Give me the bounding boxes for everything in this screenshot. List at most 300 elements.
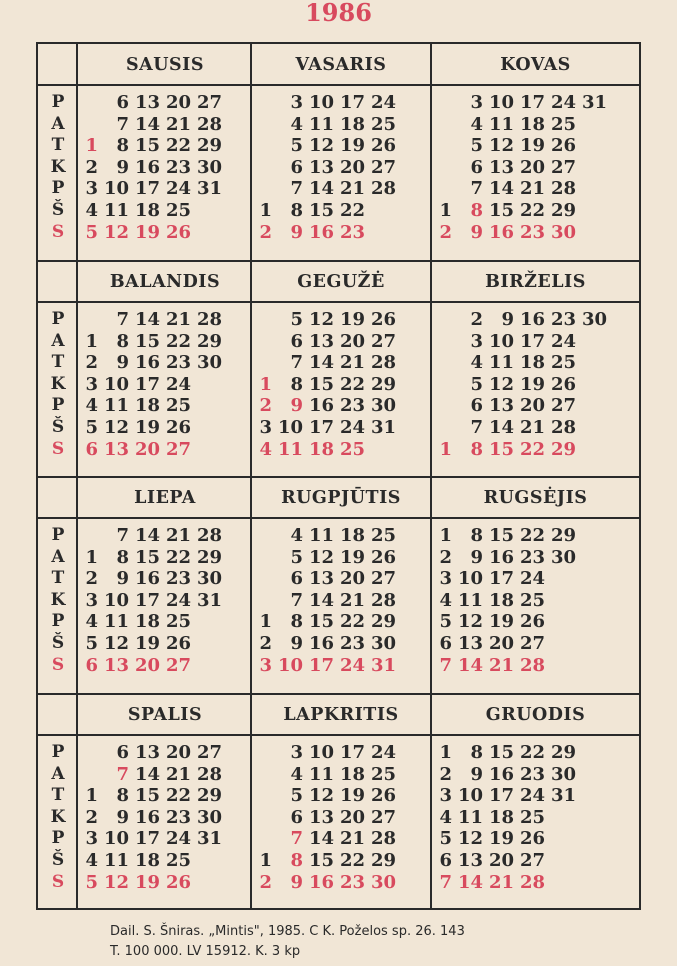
weekday-letter: Š — [51, 416, 65, 437]
day-number: 7 — [439, 871, 452, 893]
day-number: 7 — [470, 178, 483, 200]
day-number: 30 — [550, 221, 576, 243]
day-number: 27 — [370, 806, 396, 828]
day-number: 28 — [370, 178, 396, 200]
day-number: 8 — [470, 199, 483, 221]
day-number: 9 — [116, 806, 129, 828]
day-number: 23 — [519, 546, 545, 568]
day-number: 23 — [550, 309, 576, 330]
day-number: 29 — [550, 438, 576, 460]
header-divider — [38, 301, 639, 303]
day-number: 5 — [85, 221, 98, 243]
month-name: SAUSIS — [126, 55, 204, 75]
day-number: 25 — [165, 395, 191, 417]
day-number: 26 — [550, 135, 576, 157]
day-number: 20 — [488, 849, 514, 871]
day-number: 4 — [290, 113, 303, 135]
day-number: 12 — [457, 611, 483, 633]
weekday-letter: K — [50, 156, 66, 177]
day-number: 2 — [259, 395, 272, 417]
imprint-line-2: T. 100 000. LV 15912. K. 3 kp — [110, 944, 301, 959]
day-number: 1 — [259, 849, 272, 871]
header-divider — [38, 84, 639, 86]
day-number: 27 — [519, 632, 545, 654]
day-number: 16 — [488, 763, 514, 785]
day-number: 8 — [290, 199, 303, 221]
day-number: 29 — [550, 525, 576, 546]
day-number: 12 — [308, 785, 334, 807]
column-divider — [430, 261, 432, 477]
day-number: 2 — [85, 352, 98, 374]
column-divider — [430, 477, 432, 694]
day-number: 9 — [470, 763, 483, 785]
day-number: 5 — [439, 611, 452, 633]
day-number: 21 — [339, 352, 365, 374]
weekday-letter: P — [51, 395, 65, 416]
day-number: 20 — [339, 156, 365, 178]
day-number: 25 — [550, 352, 576, 374]
imprint-footer — [110, 922, 630, 962]
day-number: 6 — [470, 395, 483, 417]
day-number: 8 — [116, 785, 129, 807]
day-number: 28 — [370, 589, 396, 611]
day-number: 27 — [196, 742, 222, 763]
day-number: 8 — [116, 135, 129, 157]
day-number: 10 — [277, 654, 303, 676]
day-number: 10 — [103, 828, 129, 850]
day-number: 9 — [470, 546, 483, 568]
day-number: 27 — [550, 156, 576, 178]
weekday-letter: T — [51, 785, 65, 806]
day-number: 2 — [439, 763, 452, 785]
day-number: 9 — [116, 352, 129, 374]
day-number: 18 — [339, 763, 365, 785]
day-number: 17 — [134, 828, 160, 850]
day-number: 2 — [259, 221, 272, 243]
day-number: 2 — [439, 221, 452, 243]
day-number: 6 — [439, 632, 452, 654]
day-number: 24 — [165, 828, 191, 850]
day-number: 23 — [165, 568, 191, 590]
column-divider — [76, 261, 78, 477]
day-number: 27 — [370, 568, 396, 590]
day-number: 14 — [308, 828, 334, 850]
day-number: 15 — [488, 438, 514, 460]
day-number: 6 — [116, 742, 129, 763]
day-number: 22 — [519, 199, 545, 221]
weekday-letter: P — [51, 92, 65, 112]
day-number: 16 — [134, 568, 160, 590]
day-number: 21 — [519, 178, 545, 200]
day-number: 7 — [116, 113, 129, 135]
day-number: 8 — [290, 611, 303, 633]
day-number: 6 — [290, 156, 303, 178]
day-number: 19 — [134, 221, 160, 243]
day-number: 15 — [488, 525, 514, 546]
imprint-line-1: Dail. S. Šniras. „Mintis", 1985. C K. Poželos sp. 26. 143 — [110, 924, 465, 939]
month-name: LIEPA — [134, 488, 196, 508]
day-number: 11 — [488, 352, 514, 374]
day-number: 11 — [103, 395, 129, 417]
day-number: 26 — [370, 309, 396, 330]
day-number: 20 — [339, 330, 365, 352]
day-number: 16 — [308, 395, 334, 417]
weekday-letter: S — [51, 871, 65, 892]
day-number: 19 — [488, 828, 514, 850]
band-divider — [38, 693, 639, 695]
day-number: 10 — [308, 92, 334, 113]
day-number: 22 — [519, 525, 545, 546]
day-number: 4 — [85, 395, 98, 417]
day-number: 31 — [196, 178, 222, 200]
day-number: 13 — [308, 330, 334, 352]
day-number: 1 — [439, 525, 452, 546]
day-number: 28 — [370, 828, 396, 850]
day-number: 14 — [134, 309, 160, 330]
day-number: 18 — [339, 525, 365, 546]
day-number: 26 — [370, 546, 396, 568]
day-number: 25 — [339, 438, 365, 460]
day-number: 31 — [370, 416, 396, 438]
month-name: BIRŽELIS — [485, 272, 586, 292]
day-number: 18 — [488, 589, 514, 611]
weekday-letter: K — [50, 373, 66, 394]
day-number: 10 — [488, 92, 514, 113]
day-number: 24 — [165, 178, 191, 200]
weekday-letters — [38, 309, 78, 460]
day-number: 9 — [501, 309, 514, 330]
day-number: 29 — [196, 330, 222, 352]
day-number: 12 — [308, 546, 334, 568]
day-number: 1 — [259, 199, 272, 221]
day-number: 7 — [290, 178, 303, 200]
day-number: 5 — [290, 135, 303, 157]
day-number: 14 — [134, 525, 160, 546]
day-number: 17 — [134, 589, 160, 611]
day-number: 11 — [103, 849, 129, 871]
day-number: 14 — [488, 178, 514, 200]
day-number: 28 — [196, 113, 222, 135]
day-number: 29 — [196, 135, 222, 157]
day-number: 25 — [519, 806, 545, 828]
day-number: 7 — [290, 352, 303, 374]
day-number: 23 — [519, 763, 545, 785]
day-number: 2 — [439, 546, 452, 568]
weekday-letter: Š — [51, 849, 65, 870]
day-number: 18 — [339, 113, 365, 135]
day-number: 16 — [308, 871, 334, 893]
day-number: 28 — [519, 654, 545, 676]
day-number: 22 — [339, 373, 365, 395]
day-number: 10 — [308, 742, 334, 763]
day-number: 24 — [370, 742, 396, 763]
day-number: 2 — [85, 806, 98, 828]
day-number: 1 — [85, 330, 98, 352]
weekday-letter: A — [51, 113, 65, 134]
day-number: 21 — [165, 113, 191, 135]
day-number: 11 — [308, 763, 334, 785]
day-number: 17 — [308, 416, 334, 438]
day-number: 14 — [488, 416, 514, 438]
month-name: VASARIS — [295, 55, 387, 75]
day-number: 6 — [85, 438, 98, 460]
day-number: 30 — [196, 568, 222, 590]
day-number: 2 — [85, 156, 98, 178]
day-number: 13 — [488, 156, 514, 178]
day-number: 19 — [134, 871, 160, 893]
weekday-letter: Š — [51, 199, 65, 220]
day-number: 15 — [488, 742, 514, 763]
day-number: 3 — [470, 92, 483, 113]
day-number: 23 — [339, 632, 365, 654]
day-number: 6 — [439, 849, 452, 871]
column-divider — [76, 44, 78, 261]
day-number: 8 — [116, 546, 129, 568]
day-number: 18 — [134, 611, 160, 633]
day-number: 4 — [85, 611, 98, 633]
day-number: 30 — [370, 871, 396, 893]
day-number: 19 — [134, 416, 160, 438]
column-divider — [430, 694, 432, 908]
day-number: 12 — [103, 416, 129, 438]
day-number: 4 — [439, 589, 452, 611]
day-number: 27 — [550, 395, 576, 417]
weekday-letter: P — [51, 611, 65, 632]
day-number: 30 — [196, 806, 222, 828]
day-number: 2 — [85, 568, 98, 590]
day-number: 13 — [103, 438, 129, 460]
day-number: 21 — [339, 828, 365, 850]
column-divider — [250, 261, 252, 477]
day-number: 5 — [290, 309, 303, 330]
day-number: 17 — [134, 178, 160, 200]
weekday-letter: T — [51, 568, 65, 589]
weekday-letter: A — [51, 763, 65, 784]
weekday-letter: Š — [51, 632, 65, 653]
day-number: 25 — [165, 611, 191, 633]
day-number: 3 — [85, 828, 98, 850]
day-number: 3 — [85, 373, 98, 395]
day-number: 3 — [439, 785, 452, 807]
day-number: 14 — [457, 871, 483, 893]
day-number: 12 — [103, 632, 129, 654]
month-name: RUGSĖJIS — [483, 488, 588, 508]
day-number: 26 — [519, 828, 545, 850]
day-number: 26 — [370, 785, 396, 807]
day-number: 17 — [308, 654, 334, 676]
day-number: 6 — [470, 156, 483, 178]
calendar-grid — [36, 42, 641, 910]
day-number: 8 — [470, 438, 483, 460]
day-number: 11 — [308, 113, 334, 135]
day-number: 18 — [134, 395, 160, 417]
column-divider — [76, 694, 78, 908]
day-number: 15 — [134, 785, 160, 807]
column-divider — [250, 694, 252, 908]
day-number: 21 — [165, 525, 191, 546]
day-number: 1 — [85, 135, 98, 157]
day-number: 20 — [519, 156, 545, 178]
day-number: 16 — [519, 309, 545, 330]
day-number: 26 — [165, 871, 191, 893]
weekday-letter: S — [51, 221, 65, 242]
day-number: 26 — [519, 611, 545, 633]
month-name: RUGPJŪTIS — [281, 488, 401, 508]
day-number: 10 — [457, 568, 483, 590]
day-number: 24 — [370, 92, 396, 113]
day-number: 4 — [470, 352, 483, 374]
day-number: 8 — [116, 330, 129, 352]
day-number: 16 — [134, 156, 160, 178]
day-number: 21 — [488, 654, 514, 676]
day-number: 1 — [439, 742, 452, 763]
day-number: 24 — [339, 654, 365, 676]
day-number: 24 — [165, 589, 191, 611]
day-number: 3 — [85, 589, 98, 611]
day-number: 11 — [277, 438, 303, 460]
day-number: 17 — [488, 568, 514, 590]
day-number: 5 — [470, 373, 483, 395]
header-divider — [38, 734, 639, 736]
day-number: 2 — [259, 871, 272, 893]
day-number: 4 — [470, 113, 483, 135]
day-number: 31 — [196, 589, 222, 611]
day-number: 22 — [339, 849, 365, 871]
day-number: 24 — [339, 416, 365, 438]
day-number: 12 — [103, 221, 129, 243]
day-number: 13 — [103, 654, 129, 676]
day-number: 29 — [196, 546, 222, 568]
day-number: 28 — [550, 178, 576, 200]
day-number: 5 — [85, 871, 98, 893]
header-divider — [38, 517, 639, 519]
weekday-letter: P — [51, 828, 65, 849]
day-number: 3 — [439, 568, 452, 590]
day-number: 30 — [196, 352, 222, 374]
day-number: 27 — [519, 849, 545, 871]
day-number: 7 — [470, 416, 483, 438]
day-number: 9 — [116, 156, 129, 178]
day-number: 12 — [308, 309, 334, 330]
day-number: 24 — [550, 92, 576, 113]
day-number: 31 — [196, 828, 222, 850]
day-number: 23 — [165, 156, 191, 178]
day-number: 10 — [488, 330, 514, 352]
day-number: 20 — [134, 654, 160, 676]
day-number: 17 — [339, 92, 365, 113]
day-number: 19 — [339, 785, 365, 807]
day-number: 4 — [290, 525, 303, 546]
day-number: 25 — [165, 199, 191, 221]
day-number: 1 — [85, 546, 98, 568]
day-number: 15 — [308, 373, 334, 395]
day-number: 22 — [165, 546, 191, 568]
day-number: 21 — [165, 763, 191, 785]
day-number: 24 — [519, 785, 545, 807]
column-divider — [250, 44, 252, 261]
day-number: 22 — [165, 330, 191, 352]
day-number: 17 — [519, 92, 545, 113]
day-number: 12 — [308, 135, 334, 157]
day-number: 11 — [457, 589, 483, 611]
day-number: 4 — [290, 763, 303, 785]
day-number: 9 — [290, 871, 303, 893]
day-number: 29 — [550, 199, 576, 221]
column-divider — [250, 477, 252, 694]
weekday-letters — [38, 742, 78, 893]
day-number: 14 — [134, 763, 160, 785]
day-number: 29 — [196, 785, 222, 807]
day-number: 29 — [550, 742, 576, 763]
day-number: 11 — [308, 525, 334, 546]
day-number: 19 — [134, 632, 160, 654]
day-number: 21 — [165, 309, 191, 330]
day-number: 16 — [134, 806, 160, 828]
day-number: 25 — [550, 113, 576, 135]
day-number: 4 — [259, 438, 272, 460]
day-number: 19 — [519, 135, 545, 157]
day-number: 27 — [196, 92, 222, 113]
day-number: 29 — [370, 611, 396, 633]
weekday-letters — [38, 92, 78, 243]
weekday-letters — [38, 525, 78, 676]
day-number: 4 — [439, 806, 452, 828]
day-number: 22 — [519, 438, 545, 460]
day-number: 17 — [488, 785, 514, 807]
day-number: 22 — [339, 611, 365, 633]
day-number: 18 — [519, 352, 545, 374]
day-number: 7 — [116, 309, 129, 330]
day-number: 24 — [165, 373, 191, 395]
day-number: 2 — [259, 632, 272, 654]
month-name: GRUODIS — [485, 705, 586, 725]
weekday-letter: K — [50, 589, 66, 610]
day-number: 13 — [308, 568, 334, 590]
day-number: 8 — [470, 742, 483, 763]
day-number: 9 — [470, 221, 483, 243]
day-number: 20 — [165, 742, 191, 763]
day-number: 25 — [370, 113, 396, 135]
day-number: 28 — [519, 871, 545, 893]
column-divider — [76, 477, 78, 694]
day-number: 13 — [134, 92, 160, 113]
day-number: 14 — [308, 178, 334, 200]
day-number: 1 — [259, 373, 272, 395]
month-name: BALANDIS — [109, 272, 221, 292]
day-number: 6 — [85, 654, 98, 676]
day-number: 8 — [290, 849, 303, 871]
day-number: 3 — [259, 654, 272, 676]
day-number: 30 — [370, 632, 396, 654]
day-number: 17 — [134, 373, 160, 395]
day-number: 28 — [550, 416, 576, 438]
day-number: 18 — [308, 438, 334, 460]
weekday-letter: T — [51, 352, 65, 373]
day-number: 27 — [370, 330, 396, 352]
day-number: 20 — [165, 92, 191, 113]
day-number: 11 — [103, 199, 129, 221]
day-number: 5 — [85, 632, 98, 654]
day-number: 22 — [519, 742, 545, 763]
day-number: 7 — [116, 525, 129, 546]
day-number: 3 — [470, 330, 483, 352]
day-number: 13 — [134, 742, 160, 763]
day-number: 12 — [457, 828, 483, 850]
day-number: 7 — [116, 763, 129, 785]
day-number: 29 — [370, 373, 396, 395]
day-number: 25 — [370, 763, 396, 785]
day-number: 7 — [290, 828, 303, 850]
